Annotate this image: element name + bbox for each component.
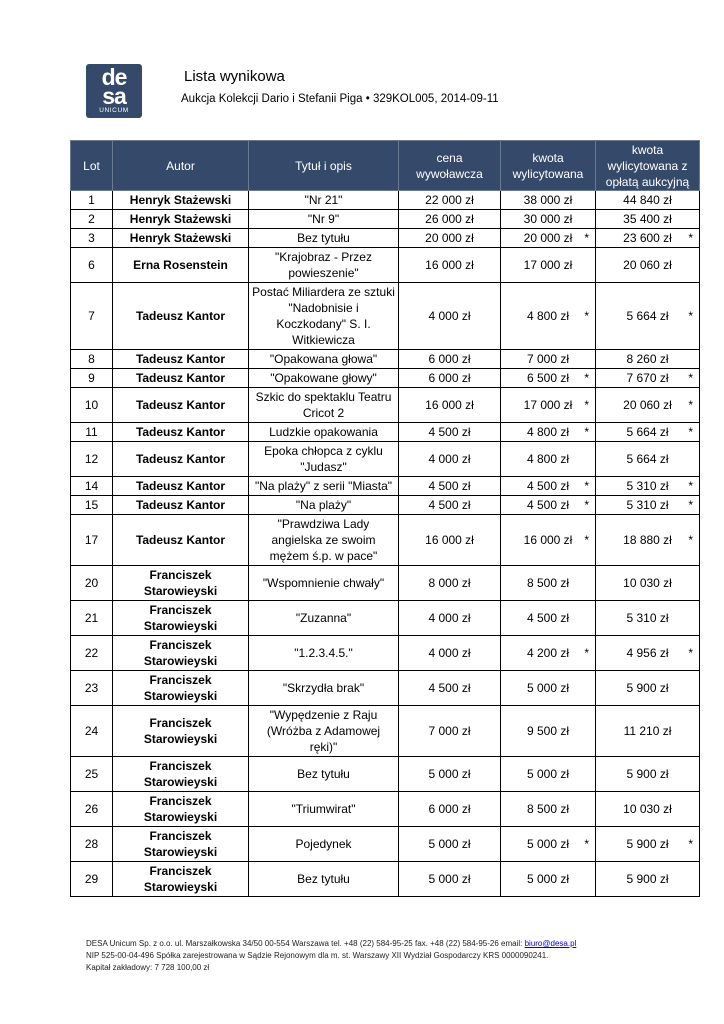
total-price-value: 5 900 zł <box>626 681 669 695</box>
total-price-marker: * <box>688 425 693 439</box>
table-row <box>71 248 700 283</box>
hammer-price-value: 4 800 zł <box>526 452 570 466</box>
footer-line-capital: Kapitał zakładowy: 7 728 100,00 zł <box>86 963 210 972</box>
total-price-marker: * <box>688 371 693 385</box>
hammer-price-cell <box>501 477 596 496</box>
total-price-value: 5 310 zł <box>626 611 669 625</box>
total-price-cell <box>596 248 700 283</box>
hammer-price-cell <box>501 248 596 283</box>
footer-line-address <box>86 938 576 950</box>
lot-number-cell: 9 <box>71 369 113 388</box>
hammer-price-marker: * <box>584 309 589 323</box>
total-price-cell <box>596 862 700 897</box>
hammer-price-value: 5 000 zł <box>526 872 570 886</box>
author-cell: Franciszek Starowieyski <box>113 827 249 862</box>
total-price-cell <box>596 229 700 248</box>
total-price-value: 8 260 zł <box>626 352 669 366</box>
start-price-cell: 4 000 zł <box>399 283 501 350</box>
start-price-cell: 4 000 zł <box>399 601 501 636</box>
hammer-price-value: 5 000 zł <box>526 767 570 781</box>
hammer-price-cell <box>501 210 596 229</box>
footer-line-registration: NIP 525-00-04-496 Spółka zarejestrowana w Sądzie Rejonowym dla m. st. Warszawy XII Wydział Gospodarczy KRS 0000090241. <box>86 951 549 960</box>
total-price-cell <box>596 388 700 423</box>
title-cell: Epoka chłopca z cyklu "Judasz" <box>249 442 399 477</box>
hammer-price-value: 5 000 zł <box>526 837 570 851</box>
total-price-value: 5 664 zł <box>626 309 669 323</box>
author-cell: Henryk Stażewski <box>113 229 249 248</box>
total-price-cell <box>596 757 700 792</box>
table-row <box>71 423 700 442</box>
title-cell: "Zuzanna" <box>249 601 399 636</box>
lot-number-cell: 23 <box>71 671 113 706</box>
total-price-cell <box>596 515 700 566</box>
total-price-cell <box>596 566 700 601</box>
hammer-price-value: 7 000 zł <box>526 352 570 366</box>
table-row <box>71 191 700 210</box>
hammer-price-cell <box>501 792 596 827</box>
total-price-marker: * <box>688 479 693 493</box>
logo-text-line2: sa <box>102 83 126 109</box>
title-cell: Bez tytułu <box>249 757 399 792</box>
author-cell: Franciszek Starowieyski <box>113 671 249 706</box>
table-row <box>71 210 700 229</box>
hammer-price-value: 8 500 zł <box>526 576 570 590</box>
total-price-cell <box>596 350 700 369</box>
hammer-price-marker: * <box>584 425 589 439</box>
footer-address-text: DESA Unicum Sp. z o.o. ul. Marszałkowska 34/50 00-554 Warszawa tel. +48 (22) 584-95-25 fax. +48 (22) 584-95-26 email: <box>86 939 525 948</box>
title-cell: "Skrzydła brak" <box>249 671 399 706</box>
hammer-price-cell <box>501 706 596 757</box>
hammer-price-value: 4 500 zł <box>526 479 570 493</box>
hammer-price-cell <box>501 350 596 369</box>
hammer-price-value: 17 000 zł <box>523 258 573 272</box>
column-header-lot: Lot <box>71 141 113 191</box>
lot-number-cell: 8 <box>71 350 113 369</box>
start-price-cell: 4 500 zł <box>399 477 501 496</box>
hammer-price-cell <box>501 515 596 566</box>
start-price-cell: 8 000 zł <box>399 566 501 601</box>
hammer-price-cell <box>501 671 596 706</box>
total-price-value: 23 600 zł <box>623 231 672 245</box>
table-header-row <box>71 141 700 191</box>
title-cell: "Na plaży" <box>249 496 399 515</box>
start-price-cell: 6 000 zł <box>399 350 501 369</box>
table-row <box>71 229 700 248</box>
start-price-cell: 26 000 zł <box>399 210 501 229</box>
company-footer <box>86 938 576 974</box>
start-price-cell: 5 000 zł <box>399 757 501 792</box>
hammer-price-cell <box>501 757 596 792</box>
start-price-cell: 4 000 zł <box>399 442 501 477</box>
hammer-price-cell <box>501 229 596 248</box>
total-price-value: 11 210 zł <box>623 724 672 738</box>
total-price-cell <box>596 496 700 515</box>
total-price-value: 5 310 zł <box>626 498 669 512</box>
start-price-cell: 4 500 zł <box>399 423 501 442</box>
total-price-value: 4 956 zł <box>626 646 669 660</box>
table-row <box>71 369 700 388</box>
column-header-start-price: cena wywoławcza <box>399 141 501 191</box>
table-row <box>71 566 700 601</box>
table-row <box>71 671 700 706</box>
author-cell: Erna Rosenstein <box>113 248 249 283</box>
lot-number-cell: 7 <box>71 283 113 350</box>
total-price-cell <box>596 706 700 757</box>
hammer-price-value: 38 000 zł <box>523 193 573 207</box>
start-price-cell: 20 000 zł <box>399 229 501 248</box>
column-header-hammer-price: kwota wylicytowana <box>501 141 596 191</box>
logo-text-line1: de <box>101 64 127 90</box>
title-cell: "Krajobraz - Przez powieszenie" <box>249 248 399 283</box>
start-price-cell: 6 000 zł <box>399 369 501 388</box>
start-price-cell: 22 000 zł <box>399 191 501 210</box>
logo-text-line3: UNICUM <box>99 107 129 114</box>
author-cell: Henryk Stażewski <box>113 191 249 210</box>
total-price-cell <box>596 601 700 636</box>
author-cell: Henryk Stażewski <box>113 210 249 229</box>
hammer-price-marker: * <box>584 371 589 385</box>
column-header-title: Tytuł i opis <box>249 141 399 191</box>
total-price-value: 10 030 zł <box>623 802 672 816</box>
author-cell: Tadeusz Kantor <box>113 369 249 388</box>
title-cell: Bez tytułu <box>249 229 399 248</box>
total-price-cell <box>596 210 700 229</box>
hammer-price-cell <box>501 369 596 388</box>
author-cell: Tadeusz Kantor <box>113 442 249 477</box>
hammer-price-cell <box>501 191 596 210</box>
hammer-price-value: 30 000 zł <box>523 212 573 226</box>
total-price-value: 5 310 zł <box>626 479 669 493</box>
title-cell: Postać Miliardera ze sztuki "Nadobnisie i Koczkodany" S. I. Witkiewicza <box>249 283 399 350</box>
title-cell: "Triumwirat" <box>249 792 399 827</box>
lot-number-cell: 1 <box>71 191 113 210</box>
lot-number-cell: 21 <box>71 601 113 636</box>
lot-number-cell: 12 <box>71 442 113 477</box>
title-cell: Pojedynek <box>249 827 399 862</box>
author-cell: Tadeusz Kantor <box>113 283 249 350</box>
table-row <box>71 862 700 897</box>
hammer-price-cell <box>501 496 596 515</box>
hammer-price-marker: * <box>584 646 589 660</box>
auction-subtitle: Aukcja Kolekcji Dario i Stefanii Piga • 329KOL005, 2014-09-11 <box>181 93 499 105</box>
total-price-cell <box>596 636 700 671</box>
hammer-price-cell <box>501 388 596 423</box>
hammer-price-marker: * <box>584 533 589 547</box>
lot-number-cell: 25 <box>71 757 113 792</box>
total-price-value: 5 900 zł <box>626 837 669 851</box>
start-price-cell: 5 000 zł <box>399 862 501 897</box>
table-row <box>71 477 700 496</box>
start-price-cell: 16 000 zł <box>399 248 501 283</box>
lot-number-cell: 28 <box>71 827 113 862</box>
author-cell: Franciszek Starowieyski <box>113 601 249 636</box>
table-row <box>71 792 700 827</box>
total-price-value: 18 880 zł <box>623 533 672 547</box>
title-cell: "1.2.3.4.5." <box>249 636 399 671</box>
hammer-price-value: 4 800 zł <box>526 425 570 439</box>
footer-email-link[interactable]: biuro@desa.pl <box>524 939 577 948</box>
table-row <box>71 757 700 792</box>
total-price-value: 35 400 zł <box>623 212 672 226</box>
total-price-value: 10 030 zł <box>623 576 672 590</box>
total-price-cell <box>596 369 700 388</box>
hammer-price-cell <box>501 827 596 862</box>
total-price-value: 5 664 zł <box>626 452 669 466</box>
start-price-cell: 4 500 zł <box>399 496 501 515</box>
hammer-price-value: 4 200 zł <box>526 646 570 660</box>
author-cell: Tadeusz Kantor <box>113 388 249 423</box>
title-cell: "Opakowana głowa" <box>249 350 399 369</box>
lot-number-cell: 3 <box>71 229 113 248</box>
title-cell: "Prawdziwa Lady angielska ze swoim mężem ś.p. w pace" <box>249 515 399 566</box>
total-price-cell <box>596 442 700 477</box>
author-cell: Tadeusz Kantor <box>113 477 249 496</box>
hammer-price-marker: * <box>584 398 589 412</box>
total-price-value: 7 670 zł <box>626 371 669 385</box>
author-cell: Franciszek Starowieyski <box>113 792 249 827</box>
hammer-price-marker: * <box>584 231 589 245</box>
total-price-value: 20 060 zł <box>623 398 672 412</box>
total-price-cell <box>596 423 700 442</box>
total-price-cell <box>596 477 700 496</box>
total-price-marker: * <box>688 533 693 547</box>
start-price-cell: 4 500 zł <box>399 671 501 706</box>
lot-number-cell: 26 <box>71 792 113 827</box>
hammer-price-value: 20 000 zł <box>523 231 573 245</box>
table-row <box>71 388 700 423</box>
start-price-cell: 5 000 zł <box>399 827 501 862</box>
author-cell: Tadeusz Kantor <box>113 350 249 369</box>
total-price-value: 5 664 zł <box>626 425 669 439</box>
lot-number-cell: 20 <box>71 566 113 601</box>
hammer-price-cell <box>501 423 596 442</box>
hammer-price-marker: * <box>584 837 589 851</box>
start-price-cell: 7 000 zł <box>399 706 501 757</box>
hammer-price-value: 9 500 zł <box>526 724 570 738</box>
hammer-price-value: 4 500 zł <box>526 611 570 625</box>
total-price-marker: * <box>688 498 693 512</box>
lot-number-cell: 10 <box>71 388 113 423</box>
desa-unicum-logo <box>86 64 142 118</box>
lot-number-cell: 24 <box>71 706 113 757</box>
author-cell: Franciszek Starowieyski <box>113 862 249 897</box>
total-price-cell <box>596 792 700 827</box>
total-price-marker: * <box>688 646 693 660</box>
author-cell: Franciszek Starowieyski <box>113 706 249 757</box>
total-price-marker: * <box>688 231 693 245</box>
hammer-price-value: 5 000 zł <box>526 681 570 695</box>
hammer-price-marker: * <box>584 498 589 512</box>
lot-number-cell: 14 <box>71 477 113 496</box>
title-cell: Szkic do spektaklu Teatru Cricot 2 <box>249 388 399 423</box>
results-table-body <box>71 191 700 897</box>
total-price-marker: * <box>688 309 693 323</box>
hammer-price-value: 16 000 zł <box>523 533 573 547</box>
start-price-cell: 16 000 zł <box>399 515 501 566</box>
title-cell: "Nr 9" <box>249 210 399 229</box>
title-cell: "Wspomnienie chwały" <box>249 566 399 601</box>
total-price-cell <box>596 671 700 706</box>
hammer-price-marker: * <box>584 479 589 493</box>
lot-number-cell: 22 <box>71 636 113 671</box>
table-row <box>71 706 700 757</box>
total-price-marker: * <box>688 398 693 412</box>
total-price-value: 5 900 zł <box>626 767 669 781</box>
start-price-cell: 16 000 zł <box>399 388 501 423</box>
column-header-author: Autor <box>113 141 249 191</box>
hammer-price-cell <box>501 862 596 897</box>
title-cell: "Opakowane głowy" <box>249 369 399 388</box>
title-cell: Ludzkie opakowania <box>249 423 399 442</box>
table-row <box>71 827 700 862</box>
title-cell: Bez tytułu <box>249 862 399 897</box>
title-cell: "Wypędzenie z Raju (Wróżba z Adamowej ręki)" <box>249 706 399 757</box>
hammer-price-cell <box>501 283 596 350</box>
total-price-value: 5 900 zł <box>626 872 669 886</box>
lot-number-cell: 2 <box>71 210 113 229</box>
column-header-total-price: kwota wylicytowana z opłatą aukcyjną <box>596 141 700 191</box>
author-cell: Franciszek Starowieyski <box>113 757 249 792</box>
page-title: Lista wynikowa <box>184 68 285 85</box>
total-price-cell <box>596 191 700 210</box>
table-row <box>71 601 700 636</box>
hammer-price-value: 6 500 zł <box>526 371 570 385</box>
hammer-price-value: 17 000 zł <box>523 398 573 412</box>
hammer-price-value: 4 500 zł <box>526 498 570 512</box>
table-row <box>71 496 700 515</box>
total-price-value: 20 060 zł <box>623 258 672 272</box>
author-cell: Tadeusz Kantor <box>113 515 249 566</box>
lot-number-cell: 29 <box>71 862 113 897</box>
hammer-price-value: 4 800 zł <box>526 309 570 323</box>
author-cell: Franciszek Starowieyski <box>113 566 249 601</box>
results-table <box>70 140 700 897</box>
lot-number-cell: 11 <box>71 423 113 442</box>
table-row <box>71 515 700 566</box>
author-cell: Tadeusz Kantor <box>113 496 249 515</box>
hammer-price-cell <box>501 442 596 477</box>
table-row <box>71 283 700 350</box>
total-price-marker: * <box>688 837 693 851</box>
start-price-cell: 6 000 zł <box>399 792 501 827</box>
author-cell: Franciszek Starowieyski <box>113 636 249 671</box>
total-price-value: 44 840 zł <box>623 193 672 207</box>
start-price-cell: 4 000 zł <box>399 636 501 671</box>
hammer-price-cell <box>501 601 596 636</box>
lot-number-cell: 17 <box>71 515 113 566</box>
table-row <box>71 350 700 369</box>
title-cell: "Nr 21" <box>249 191 399 210</box>
hammer-price-cell <box>501 566 596 601</box>
title-cell: "Na plaży" z serii "Miasta" <box>249 477 399 496</box>
author-cell: Tadeusz Kantor <box>113 423 249 442</box>
hammer-price-cell <box>501 636 596 671</box>
hammer-price-value: 8 500 zł <box>526 802 570 816</box>
table-row <box>71 636 700 671</box>
total-price-cell <box>596 827 700 862</box>
table-row <box>71 442 700 477</box>
lot-number-cell: 15 <box>71 496 113 515</box>
total-price-cell <box>596 283 700 350</box>
lot-number-cell: 6 <box>71 248 113 283</box>
